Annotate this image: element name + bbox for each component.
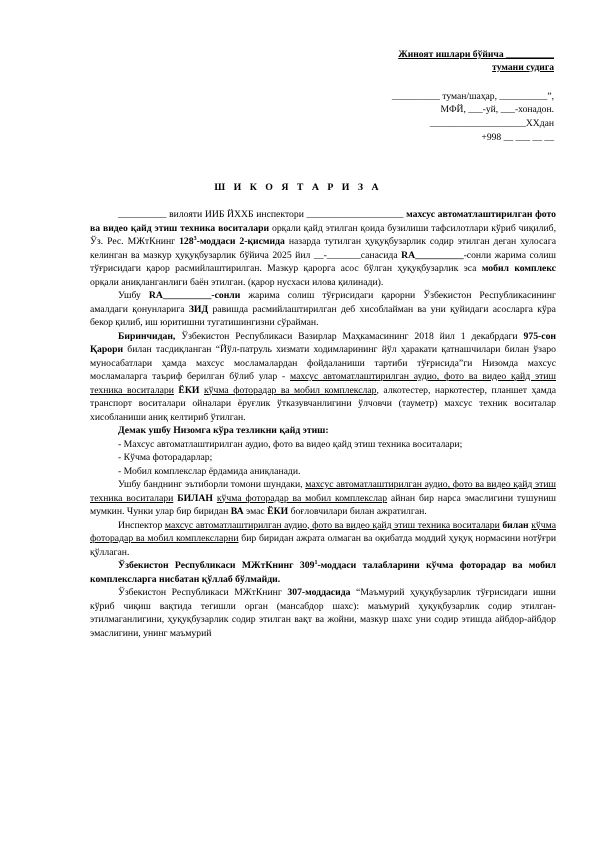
document-body [90, 208, 556, 640]
text: эмас [243, 506, 268, 517]
paragraph-4: Демак ушбу Низомга кўра тезликни қайд этиш: [118, 425, 329, 436]
text-bold: Ўзбекистон Республикаси МЖтКнинг 309 [118, 560, 315, 571]
text: -сонли жарима солиш тўғрисидаги қарор расмийлаштирилган. Мазкур қарорга асос бўлган ҳуқуқбузарлик эса [90, 249, 557, 274]
text: Ўзбекистон Республикаси Вазирлар Маҳкамасининг 2018 йил 1 декабрдаги [175, 330, 524, 342]
text: назарда тутилган ҳуқуқбузарлик содир этилган деган хулосага келинган ва мазкур ҳуқуқбузарлик бўйича 2025 йил __-_______санасида [90, 236, 556, 261]
paragraph-8 [90, 586, 556, 640]
paragraph-2 [90, 289, 556, 330]
text-bold: ЁКИ [267, 506, 289, 517]
text: “Маъмурий ҳуқуқбузарлик тўғрисидаги ишни кўриб чиқиш вақтида тегишли орган (мансабдор шахс): маъмурий ҳуқуқбузарлик содир этилган-этилмаганлигини, ҳуқуқбузарлик содир этилган вақт ва жойни, мазкур шахс уни содир этишда айбдор-айбдор эмаслигини, унинг маъмурий [90, 587, 556, 639]
text-bold: ЗИД [188, 303, 209, 315]
decision-number: RA__________ [401, 249, 464, 261]
court-district-line: тумани судига [492, 62, 554, 73]
list-item: - Мобил комплекслар ёрдамида аниқланади. [118, 465, 301, 477]
text-bold: ЁКИ [178, 384, 200, 396]
text-bold: 307-моддасида [287, 587, 351, 598]
text: __________ вилояти ИИБ ЙХХБ инспектори ____________________ [118, 209, 407, 220]
article-number: 128 [179, 236, 194, 247]
text: бир биридан ажрата олмаган ва оқибатда моддий ҳуқуқ нормасини нотўғри қўллаган. [90, 533, 557, 558]
text: айнан бир нарса эмаслигини тушуниш мумкин. Чунки улар бир биридан [90, 492, 556, 517]
text: жарима солиш тўғрисидаги қарорни Ўзбекистон Республикасининг амалдаги қонунларига [90, 290, 556, 315]
paragraph-7 [90, 559, 556, 586]
text: , алкотестер, наркотестер, планшет ҳамда транспорт воситалари ойналари ёруғлик ўтказувчанлигини ўлчовчи (тауметр) махсус техник воситалар хисобланиши аниқ келтириб ўтилган. [90, 384, 557, 423]
article-superscript: 1 [314, 559, 318, 566]
text-bold: махсус автоматлаштирилган фото ва видео қайд этиш техника воситалари [90, 209, 556, 234]
text: билан тасдиқланган “Йўл-патруль хизмати ходимларининг йўл ҳаракати қатнашчилари билан ўзаро муносабатлари ҳамда махсус мосламалардан фойдаланиши тартиби тўғрисида”ги Низомда махсус мосламаларга таъриф берилган бўлиб улар - [90, 344, 556, 382]
list-item: - Махсус автоматлаштирилган аудио, фото ва видео қайд этиш техника воситалари; [118, 438, 463, 450]
text: боғловчилари билан ажратилган. [288, 506, 427, 517]
text-bold: Биринчидан, [118, 330, 176, 342]
paragraph-1 [90, 208, 556, 289]
text: орқали аниқланганлиги баён этилган. (қарор нусхаси илова қилинади). [90, 276, 384, 288]
text-bold: мобил комплекс [481, 263, 556, 274]
sender-house-line: МФЙ, ___-уй, ___-хонадон. [440, 104, 554, 115]
text-bold: 975-сон Қарори [90, 330, 556, 355]
text-underlined: махсус автоматлаштирилган аудио, фото ва видео қайд этиш техника воситалари [90, 371, 557, 396]
document-title: Ш И К О Я Т А Р И З А [214, 182, 382, 193]
paragraph-6 [90, 519, 556, 560]
list-item: - Кўчма фоторадарлар; [118, 452, 213, 463]
text: Ўзбекистон Республикаси МЖтКнинг [118, 587, 288, 598]
text-bold: ВА [230, 506, 244, 517]
text-underlined: кўчма фоторадар ва мобил комплекслар [203, 384, 377, 396]
text: Ушбу [118, 290, 149, 301]
sender-phone-line: +998 __ ___ __ __ [481, 132, 554, 143]
sender-address-line: __________ туман/шаҳар, __________”, [391, 91, 554, 102]
text-bold: -моддаси талабларини кўчма фоторадар ва мобил комплексларга нисбатан қўллаб бўлмайди. [90, 560, 556, 585]
text-underlined: кўчма фоторадар ва мобил комплексларни [90, 519, 556, 544]
text: Ушбу банднинг эътиборли томони шундаки, [118, 479, 306, 490]
decision-number: RA__________-сонли [148, 290, 241, 301]
sender-name-line: ____________________ХХдан [429, 118, 554, 129]
text-underlined: кўчма фоторадар ва мобил комплекслар [216, 492, 388, 504]
article-superscript: 3 [193, 235, 197, 242]
text-bold: БИЛАН [177, 492, 213, 504]
text-underlined: махсус автоматлаштирилган аудио, фото ва видео қайд этиш техника воситалари [90, 479, 557, 504]
text: Инспектор [118, 519, 165, 531]
paragraph-5 [90, 478, 556, 519]
text: орқали қайд этилган қоида бузилиши тафсилотлари кўриб чиқилиб, Ўз. Рес. МЖтКнинг [90, 222, 556, 247]
text-bold: -моддаси 2-қисмида [196, 236, 285, 247]
paragraph-3 [90, 330, 556, 425]
text-underlined: махсус автоматлаштирилган аудио, фото ва видео қайд этиш техника воситалари [164, 519, 500, 531]
court-address-line: Жиноят ишлари бўйича __________ [398, 49, 554, 60]
text-bold: билан [502, 519, 529, 531]
text: равишда расмийлаштирилган деб хисоблайман ва уни қуйидаги асосларга кўра бекор қилиб, иш юритишни тугатишингизни сўрайман. [90, 303, 556, 328]
